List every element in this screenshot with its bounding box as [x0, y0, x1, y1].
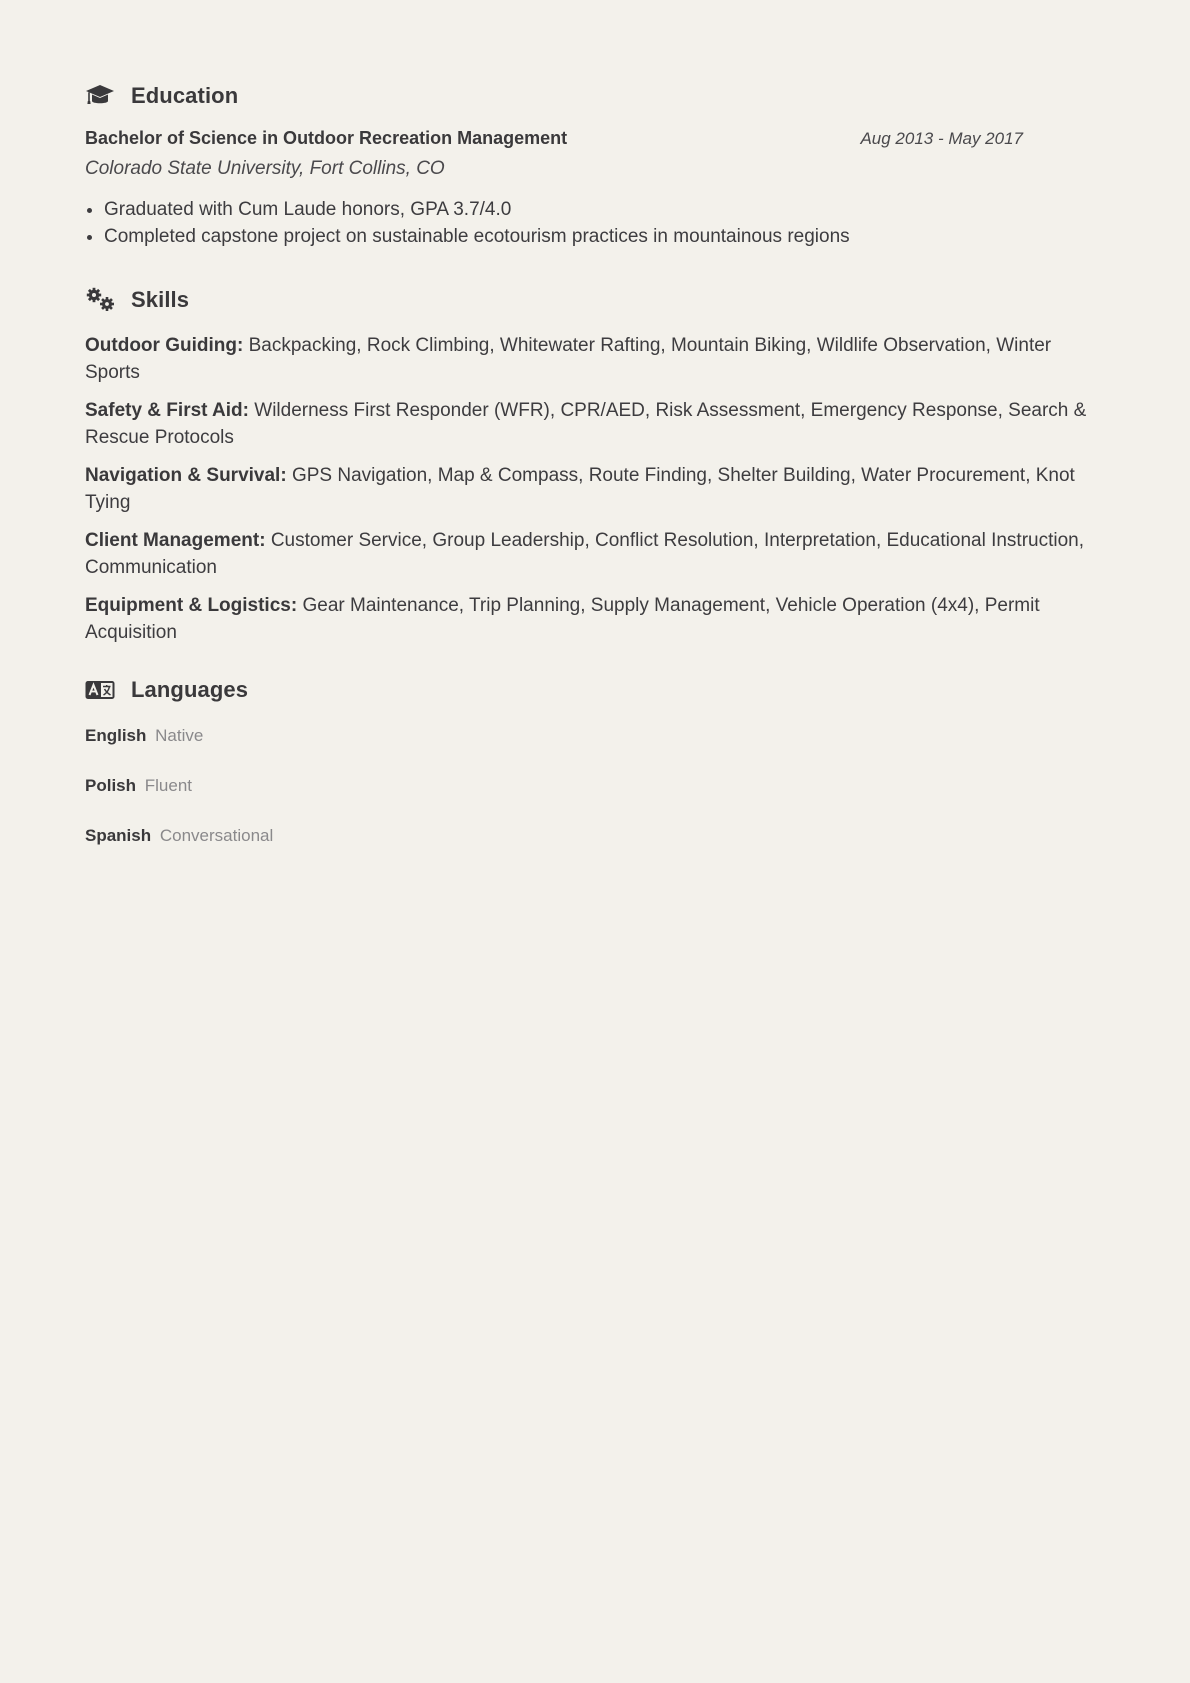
skills-header — [85, 282, 1105, 318]
gears-icon — [85, 286, 117, 314]
skill-row — [85, 397, 1107, 451]
skill-name: Client Management: — [85, 530, 266, 551]
skill-row — [85, 527, 1107, 581]
skill-keywords: GPS Navigation, Map & Compass, Route Finding, Shelter Building, Water Procurement, Knot Tying — [85, 465, 1075, 513]
skill-name: Equipment & Logistics: — [85, 595, 298, 616]
languages-section — [85, 672, 1105, 850]
education-header — [85, 78, 1105, 114]
skill-row — [85, 462, 1107, 516]
education-entry — [85, 128, 1105, 250]
language-icon — [85, 676, 117, 704]
graduation-cap-icon — [85, 82, 117, 110]
skill-keywords: Wilderness First Responder (WFR), CPR/AED, Risk Assessment, Emergency Response, Search & Rescue Protocols — [85, 400, 1087, 448]
skill-name: Outdoor Guiding: — [85, 335, 244, 356]
education-highlights — [85, 196, 1105, 250]
skill-name: Navigation & Survival: — [85, 465, 287, 486]
education-heading: Education — [131, 83, 239, 108]
education-section — [85, 78, 1105, 250]
language-name: English — [85, 726, 147, 745]
education-dates: Aug 2013 - May 2017 — [860, 129, 1023, 148]
languages-heading: Languages — [131, 677, 249, 702]
skill-keywords: Customer Service, Group Leadership, Conflict Resolution, Interpretation, Educational Instruction, Communication — [85, 530, 1085, 578]
skill-row — [85, 332, 1107, 386]
skill-row — [85, 592, 1107, 646]
skills-list — [85, 332, 1105, 646]
highlight-item: • Graduated with Cum Laude honors, GPA 3.7/4.0 — [104, 196, 1105, 223]
language-fluency: Conversational — [159, 826, 274, 845]
language-row — [85, 726, 1105, 750]
skill-keywords: Backpacking, Rock Climbing, Whitewater Rafting, Mountain Biking, Wildlife Observation, Winter Sports — [85, 335, 1052, 383]
language-fluency: Native — [155, 726, 204, 745]
highlight-item: • Completed capstone project on sustainable ecotourism practices in mountainous regions — [104, 223, 1105, 250]
skills-section — [85, 282, 1105, 646]
languages-header — [85, 672, 1105, 708]
skills-heading: Skills — [131, 287, 190, 312]
language-name: Spanish — [85, 826, 152, 845]
language-row — [85, 826, 1105, 850]
language-name: Polish — [85, 776, 137, 795]
degree-title: Bachelor of Science in Outdoor Recreation Management — [85, 128, 568, 148]
resume-page — [85, 78, 1105, 876]
degree-row — [85, 128, 1023, 149]
language-row — [85, 776, 1105, 800]
languages-list — [85, 726, 1105, 850]
language-fluency: Fluent — [144, 776, 192, 795]
skill-keywords: Gear Maintenance, Trip Planning, Supply Management, Vehicle Operation (4x4), Permit Acquisition — [85, 595, 1040, 643]
school-name: Colorado State University, Fort Collins, CO — [85, 158, 445, 179]
skill-name: Safety & First Aid: — [85, 400, 249, 421]
